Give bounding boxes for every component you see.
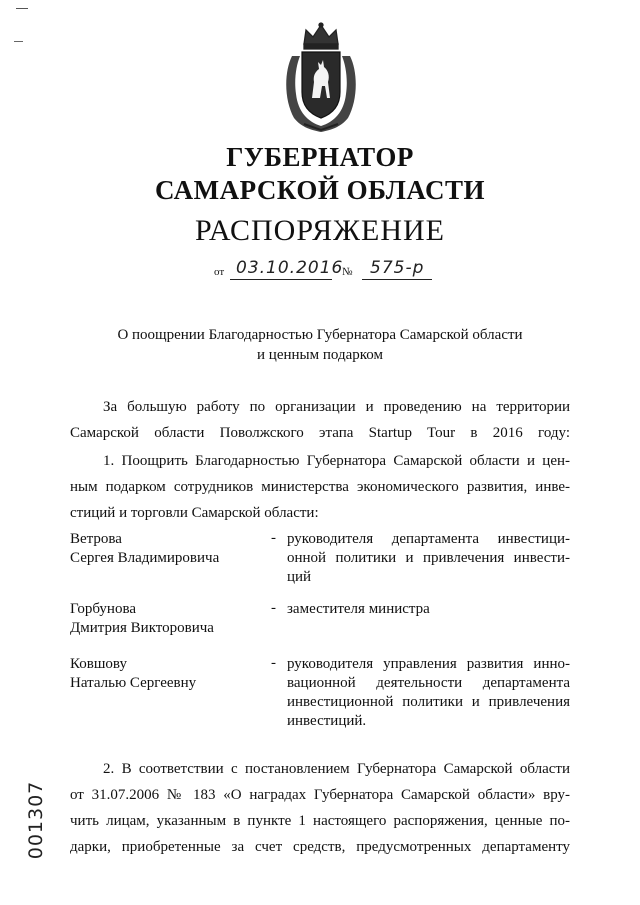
scan-mark [16,8,28,9]
person-given-name: Сергея Владимировича [70,550,220,566]
person-surname: Горбунова [70,601,136,617]
person-role: заместителя министра [287,601,430,617]
number-underline [362,279,432,280]
handwritten-number: 575-р [370,258,425,278]
person-surname: Ветрова [70,531,122,547]
region-title: САМАРСКОЙ ОБЛАСТИ [154,175,486,205]
person-surname: Ковшову [70,656,127,672]
clause-2-text: чить лицам, указанным в пункте 1 настоящего распоряжения, ценные по- [70,813,570,829]
list-dash: - [271,530,276,546]
scan-mark [14,41,23,42]
registration-stamp [24,775,48,865]
governor-title: ГУБЕРНАТОР [226,142,414,172]
clause-2-text: от 31.07.2006 № 183 «О наградах Губернатора Самарской области» вру- [70,787,570,803]
intro-text: Самарской области Поволжского этапа Startup Tour в 2016 году: [70,425,570,441]
clause-1-text: ным подарком сотрудников министерства экономического развития, инве- [70,479,570,495]
samara-coat-of-arms-icon [282,22,360,134]
date-underline [230,279,332,280]
handwritten-date: 03.10.2016 [236,258,344,278]
from-label: от [214,266,225,278]
person-role: вационной деятельности департамента [287,675,570,691]
stamp-number: 001307 [25,780,47,860]
clause-1-text: 1. Поощрить Благодарностью Губернатора Самарской области и цен- [103,453,570,469]
number-label: № [342,266,353,278]
person-role: онной политики и привлечения инвести- [287,550,570,566]
subject-line: и ценным подарком [257,347,383,363]
person-given-name: Дмитрия Викторовича [70,620,214,636]
document-type: РАСПОРЯЖЕНИЕ [194,214,446,247]
intro-text: За большую работу по организации и проведению на территории [103,399,570,415]
list-dash: - [271,600,276,616]
clause-1-text: стиций и торговли Самарской области: [70,505,319,521]
clause-2-text: 2. В соответствии с постановлением Губернатора Самарской области [103,761,570,777]
person-role: руководителя управления развития инно- [287,656,570,672]
list-dash: - [271,655,276,671]
person-role: руководителя департамента инвестици- [287,531,570,547]
clause-2-text: дарки, приобретенные за счет средств, предусмотренных департаменту [70,839,570,855]
date-number-line [214,258,444,282]
subject-line: О поощрении Благодарностью Губернатора Самарской области [117,327,523,343]
person-role: ций [287,569,312,585]
person-role: инвестиционной политики и привлечения [287,694,570,710]
person-given-name: Наталью Сергеевну [70,675,197,691]
person-role: инвестиций. [287,713,367,729]
